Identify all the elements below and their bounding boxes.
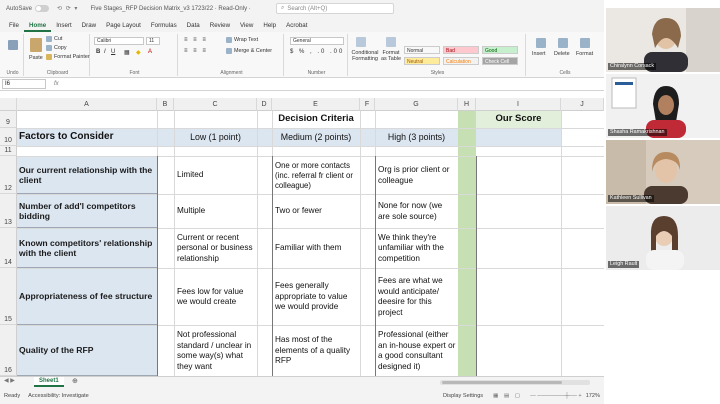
add-sheet-icon[interactable]: ⊕ [72,378,78,385]
italic-icon[interactable]: I [104,49,106,55]
sheet-tab-bar [0,376,604,387]
number-format-select[interactable]: General [290,37,344,45]
factor-cell[interactable]: Known competitors' relationship with the client [17,229,157,268]
conditional-formatting-icon[interactable] [356,37,366,47]
group-styles [350,34,526,76]
column-header-f[interactable]: F [360,98,375,111]
ribbon [0,32,604,78]
vertical-align-icons[interactable]: ≡ ≡ ≡ [184,37,208,43]
column-h-fill [458,111,476,376]
video-tile[interactable] [606,74,720,138]
participant-name: Shasha Ramakrishnan [610,129,665,135]
search-icon: ⌕ [281,5,285,11]
tab-insert[interactable]: Insert [56,22,72,29]
gridline [561,111,562,376]
column-header-e[interactable]: E [272,98,360,111]
low-cell[interactable]: Not professional standard / unclear in some way(s) what they want [177,330,252,371]
group-label-cells: Cells [559,70,571,76]
wrap-text-button[interactable] [226,37,258,43]
column-header-a[interactable]: A [17,98,157,111]
accessibility-status[interactable]: Accessibility: Investigate [28,392,89,399]
style-calculation[interactable]: Calculation [443,57,479,65]
style-normal[interactable]: Normal [404,46,440,54]
group-label-clipboard: Clipboard [46,70,69,76]
view-mode-icons[interactable]: ▦ ▤ ▢ [493,392,523,399]
paste-label[interactable]: Paste [29,55,43,61]
row-header-9[interactable]: 9 [0,111,17,128]
scissors-icon [46,36,52,42]
low-cell[interactable]: Limited [177,170,204,180]
wrap-text-icon [226,37,232,43]
group-undo [2,34,24,76]
high-cell[interactable]: We think they're unfamiliar with the competition [378,232,444,263]
factor-cell[interactable]: Our current relationship with the client [17,157,157,194]
font-size-select[interactable]: 11 [146,37,160,45]
group-number [286,34,348,76]
group-clipboard [26,34,90,76]
group-label-alignment: Alignment [220,70,243,76]
autosave-toggle[interactable] [35,5,49,12]
low-cell[interactable]: Multiple [177,206,206,216]
delete-cells-icon[interactable] [558,38,568,48]
gridline [257,111,258,376]
underline-icon[interactable]: U [111,49,116,55]
group-font [92,34,178,76]
participant-name: Kathleen Sullivan [610,195,652,201]
our-score-heading[interactable]: Our Score [495,113,542,125]
video-tile[interactable] [606,206,720,270]
title-bar [0,0,604,17]
gridline [360,111,361,376]
column-header-b[interactable]: B [157,98,174,111]
undo-icon[interactable] [8,40,18,50]
fill-color-icon[interactable]: ◆ [136,50,141,56]
style-bad[interactable]: Bad [443,46,479,54]
high-heading[interactable]: High (3 points) [387,131,446,142]
gridline [17,146,604,147]
tab-home[interactable]: Home [24,22,51,32]
display-settings-button[interactable]: Display Settings [443,392,484,399]
medium-cell[interactable]: Has most of the elements of a quality RFP [275,335,351,366]
style-check-cell[interactable]: Check Cell [482,57,518,65]
font-color-icon[interactable]: A [148,49,153,55]
status-ready: Ready [4,392,21,399]
format-cells-icon[interactable] [580,38,590,48]
table-border [157,156,158,376]
tab-draw[interactable]: Draw [81,22,97,29]
horizontal-align-icons[interactable]: ≡ ≡ ≡ [184,48,208,54]
column-header-i[interactable]: I [476,98,561,111]
medium-cell[interactable]: One or more contacts (inc. referral fr client or colleague) [275,160,353,190]
low-heading[interactable]: Low (1 point) [190,131,241,142]
factors-heading[interactable]: Factors to Consider [19,130,114,142]
column-headers [0,98,604,111]
format-painter-label: Format Painter [54,54,90,60]
document-title: Five Stages_RFP Decision Matrix_v3 1723/22 · Read-Only · [90,5,251,12]
group-label-styles: Styles [430,70,445,76]
merge-icon [226,48,232,54]
sheet-nav-arrows[interactable]: ◀ ▶ [4,378,15,384]
cut-button[interactable] [46,36,62,42]
status-bar [0,387,604,404]
copy-icon [46,45,52,51]
medium-cell[interactable]: Familiar with them [275,243,342,253]
copy-label: Copy [54,45,67,51]
row-header-10[interactable]: 10 [0,128,17,146]
row-header-16[interactable]: 16 [0,325,17,376]
medium-cell[interactable]: Fees generally appropriate to value we would provide [275,281,348,312]
column-header-h[interactable]: H [458,98,476,111]
conditional-formatting-label[interactable]: Conditional Formatting [351,50,379,62]
tab-review[interactable]: Review [209,22,231,29]
format-as-table-icon[interactable] [386,37,396,47]
insert-cells-label[interactable]: Insert [532,51,546,57]
merge-center-button[interactable] [226,48,272,54]
video-participants-panel [604,0,720,404]
delete-cells-label[interactable]: Delete [554,51,570,57]
participant-name: Chiralynn Corsack [610,63,655,69]
column-header-g[interactable]: G [375,98,458,111]
group-label-number: Number [307,70,326,76]
autosave-control[interactable] [6,5,49,12]
horizontal-scrollbar[interactable] [440,380,590,385]
zoom-slider[interactable]: — ───────┼── + [530,392,582,399]
formula-bar [0,78,604,91]
brush-icon [46,54,52,60]
copy-button[interactable] [46,45,67,51]
tab-file[interactable]: File [9,22,19,29]
group-label-font: Font [129,70,140,76]
tab-data[interactable]: Data [186,22,200,29]
insert-cells-icon[interactable] [536,38,546,48]
style-neutral[interactable]: Neutral [404,57,440,65]
search-box[interactable] [276,3,394,14]
group-label-undo: Undo [6,70,19,76]
merge-center-label: Merge & Center [234,48,273,54]
high-cell[interactable]: None for now (we are sole source) [378,201,443,221]
group-alignment [180,34,284,76]
high-cell[interactable]: Org is prior client or colleague [378,165,450,185]
autosave-label: AutoSave [6,5,33,12]
row-header-12[interactable]: 12 [0,156,17,194]
factor-cell[interactable]: Quality of the RFP [17,326,157,376]
tab-page-layout[interactable]: Page Layout [106,22,141,29]
font-name-select[interactable]: Calibri [94,37,144,45]
borders-icon[interactable]: ▦ [124,50,130,56]
number-format-icons[interactable]: $ % , .0 .00 [290,49,345,55]
column-header-c[interactable]: C [174,98,257,111]
group-cells [528,34,602,76]
format-as-table-label[interactable]: Format as Table [381,50,401,62]
medium-heading[interactable]: Medium (2 points) [280,131,352,142]
format-cells-label[interactable]: Format [576,51,594,57]
column-header-d[interactable]: D [257,98,272,111]
fx-icon[interactable]: fx [54,81,59,87]
tab-view[interactable]: View [240,22,254,29]
tab-acrobat[interactable]: Acrobat [286,22,308,29]
bold-icon[interactable]: B [96,49,101,55]
row-header-15[interactable]: 15 [0,268,17,325]
row-header-11[interactable]: 11 [0,146,17,156]
decision-criteria-heading[interactable]: Decision Criteria [278,113,354,125]
quick-access-icons[interactable]: ⟲ ⟳ ▾ [57,6,79,12]
factor-cell[interactable]: Appropriateness of fee structure [17,269,157,325]
ribbon-tabs [0,17,604,32]
cut-label: Cut [54,36,63,42]
style-good[interactable]: Good [482,46,518,54]
low-cell[interactable]: Current or recent personal or business relationship [177,232,253,263]
paste-icon[interactable] [30,38,42,52]
factor-cell[interactable]: Number of add'l competitors bidding [17,195,157,228]
medium-cell[interactable]: Two or fewer [275,206,322,216]
high-cell[interactable]: Fees are what we would anticipate/ deesire for this project [378,276,443,317]
tab-formulas[interactable]: Formulas [150,22,177,29]
low-cell[interactable]: Fees low for value we would create [177,286,244,306]
select-all-corner[interactable] [0,98,17,111]
wrap-text-label: Wrap Text [234,37,259,43]
tab-help[interactable]: Help [263,22,277,29]
high-cell[interactable]: Professional (either an in-house expert or a good consultant designed it) [378,330,456,371]
zoom-level[interactable]: 172% [585,392,600,399]
row-header-14[interactable]: 14 [0,228,17,268]
score-subheader-fill [476,128,561,146]
name-box[interactable]: I6 [2,79,46,89]
participant-name: Leigh Rault [610,261,638,267]
row-header-13[interactable]: 13 [0,194,17,228]
video-tile[interactable] [606,8,720,72]
table-border [476,156,477,376]
search-placeholder: Search (Alt+Q) [287,5,328,12]
video-tile[interactable] [606,140,720,204]
column-header-j[interactable]: J [561,98,604,111]
sheet-tab-sheet1[interactable]: Sheet1 [34,377,64,387]
format-painter-button[interactable] [46,54,90,60]
